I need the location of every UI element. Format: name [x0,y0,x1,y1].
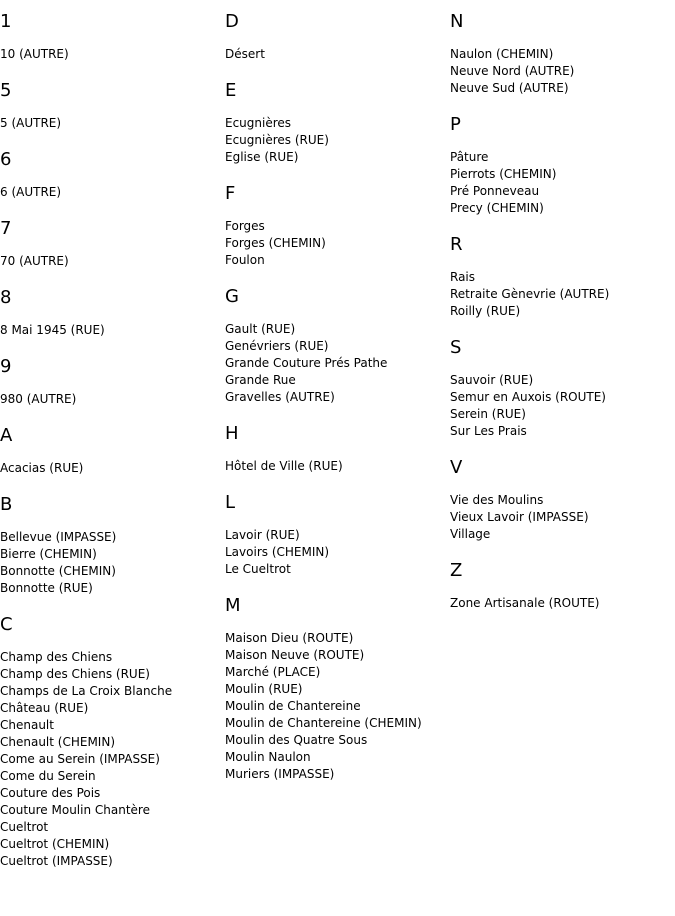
street-link[interactable]: Maison Dieu (ROUTE) [225,631,354,645]
street-list [450,595,675,612]
street-index-column-3 [450,12,675,630]
street-link[interactable]: Champ des Chiens [0,650,113,664]
street-link[interactable]: Moulin Naulon [225,750,311,764]
group-letter-heading: 6 [0,149,12,170]
letter-group [450,458,675,543]
letter-group [225,596,450,783]
letter-group [0,357,225,408]
group-letter-heading: Z [450,560,463,581]
street-link[interactable]: Couture des Pois [0,786,101,800]
street-link[interactable]: 980 (AUTRE) [0,392,77,406]
street-link[interactable]: Genévriers (RUE) [225,339,329,353]
street-link[interactable]: Marché (PLACE) [225,665,321,679]
group-letter-heading: C [0,614,13,635]
group-letter-heading: H [225,423,239,444]
street-list [225,218,450,269]
street-list [450,46,675,97]
street-index-column-2 [225,12,450,801]
street-list [0,529,225,597]
street-list [450,492,675,543]
group-letter-heading: D [225,11,239,32]
group-letter-heading: M [225,595,241,616]
street-link[interactable]: Gault (RUE) [225,322,296,336]
street-link[interactable]: Precy (CHEMIN) [450,201,544,215]
street-link[interactable]: Forges (CHEMIN) [225,236,326,250]
street-list [225,321,450,406]
letter-group [0,615,225,870]
street-link[interactable]: Grande Rue [225,373,296,387]
street-link[interactable]: Cueltrot [0,820,49,834]
group-letter-heading: V [450,457,463,478]
letter-group [0,426,225,477]
street-link[interactable]: 6 (AUTRE) [0,185,62,199]
street-link[interactable]: Bonnotte (RUE) [0,581,93,595]
street-link[interactable]: Ecugnières [225,116,292,130]
street-link[interactable]: Pierrots (CHEMIN) [450,167,557,181]
letter-group [225,493,450,578]
letter-group [225,184,450,269]
street-link[interactable]: Naulon (CHEMIN) [450,47,554,61]
street-link[interactable]: Lavoirs (CHEMIN) [225,545,330,559]
street-link[interactable]: Foulon [225,253,265,267]
group-letter-heading: 7 [0,218,12,239]
group-letter-heading: F [225,183,236,204]
street-link[interactable]: Acacias (RUE) [0,461,84,475]
street-link[interactable]: Champ des Chiens (RUE) [0,667,150,681]
letter-group [0,495,225,597]
street-list [225,115,450,166]
street-link[interactable]: Bierre (CHEMIN) [0,547,97,561]
street-link[interactable]: Pâture [450,150,489,164]
street-link[interactable]: Rais [450,270,476,284]
street-link[interactable]: Forges [225,219,265,233]
letter-group [0,150,225,201]
street-link[interactable]: Chenault (CHEMIN) [0,735,116,749]
street-link[interactable]: Ecugnières (RUE) [225,133,329,147]
letter-group [450,115,675,217]
street-link[interactable]: Eglise (RUE) [225,150,299,164]
street-link[interactable]: Zone Artisanale (ROUTE) [450,596,600,610]
group-letter-heading: 1 [0,11,12,32]
street-link[interactable]: Semur en Auxois (ROUTE) [450,390,606,404]
street-list [0,460,225,477]
street-link[interactable]: Maison Neuve (ROUTE) [225,648,365,662]
street-link[interactable]: Sauvoir (RUE) [450,373,534,387]
street-link[interactable]: Muriers (IMPASSE) [225,767,335,781]
street-link[interactable]: Château (RUE) [0,701,89,715]
street-list [450,372,675,440]
street-link[interactable]: Bellevue (IMPASSE) [0,530,117,544]
letter-group [0,219,225,270]
letter-group [450,561,675,612]
street-link[interactable]: Village [450,527,491,541]
group-letter-heading: R [450,234,463,255]
letter-group [225,424,450,475]
street-link[interactable]: Grande Couture Prés Pathe [225,356,388,370]
street-list [450,149,675,217]
group-letter-heading: S [450,337,462,358]
street-link[interactable]: Cueltrot (CHEMIN) [0,837,110,851]
street-link[interactable]: 8 Mai 1945 (RUE) [0,323,105,337]
street-link[interactable]: Désert [225,47,265,61]
group-letter-heading: B [0,494,13,515]
street-list [0,391,225,408]
group-letter-heading: E [225,80,237,101]
letter-group [225,287,450,406]
group-letter-heading: 8 [0,287,12,308]
street-link[interactable]: Moulin des Quatre Sous [225,733,368,747]
letter-group [450,338,675,440]
group-letter-heading: N [450,11,464,32]
street-link[interactable]: Come du Serein [0,769,96,783]
street-link[interactable]: Pré Ponneveau [450,184,540,198]
street-list [0,322,225,339]
street-link[interactable]: Come au Serein (IMPASSE) [0,752,160,766]
street-link[interactable]: Champs de La Croix Blanche [0,684,173,698]
street-list [0,46,225,63]
street-index-column-1 [0,12,225,888]
group-letter-heading: 9 [0,356,12,377]
street-list [225,630,450,783]
street-list [0,184,225,201]
letter-group [225,81,450,166]
street-link[interactable]: Retraite Gènevrie (AUTRE) [450,287,610,301]
street-list [0,649,225,870]
letter-group [450,235,675,320]
street-link[interactable]: Vieux Lavoir (IMPASSE) [450,510,589,524]
street-link[interactable]: Chenault [0,718,54,732]
group-letter-heading: G [225,286,239,307]
street-list [225,46,450,63]
street-link[interactable]: Sur Les Prais [450,424,527,438]
group-letter-heading: P [450,114,461,135]
group-letter-heading: L [225,492,236,513]
group-letter-heading: A [0,425,13,446]
street-link[interactable]: Moulin de Chantereine [225,699,361,713]
street-link[interactable]: 5 (AUTRE) [0,116,62,130]
letter-group [225,12,450,63]
street-list [225,527,450,578]
street-link[interactable]: Moulin (RUE) [225,682,303,696]
street-list [450,269,675,320]
street-link[interactable]: Neuve Nord (AUTRE) [450,64,575,78]
letter-group [0,288,225,339]
street-link[interactable]: Le Cueltrot [225,562,291,576]
group-letter-heading: 5 [0,80,12,101]
letter-group [0,81,225,132]
street-link[interactable]: Couture Moulin Chantère [0,803,150,817]
street-list [225,458,450,475]
street-link[interactable]: 10 (AUTRE) [0,47,69,61]
street-link[interactable]: 70 (AUTRE) [0,254,69,268]
street-list [0,253,225,270]
street-link[interactable]: Bonnotte (CHEMIN) [0,564,116,578]
street-link[interactable]: Neuve Sud (AUTRE) [450,81,569,95]
street-link[interactable]: Cueltrot (IMPASSE) [0,854,113,868]
street-link[interactable]: Serein (RUE) [450,407,526,421]
street-link[interactable]: Gravelles (AUTRE) [225,390,335,404]
street-link[interactable]: Vie des Moulins [450,493,544,507]
street-link[interactable]: Lavoir (RUE) [225,528,300,542]
street-list [0,115,225,132]
street-link[interactable]: Roilly (RUE) [450,304,521,318]
letter-group [0,12,225,63]
letter-group [450,12,675,97]
street-link[interactable]: Hôtel de Ville (RUE) [225,459,343,473]
street-link[interactable]: Moulin de Chantereine (CHEMIN) [225,716,422,730]
